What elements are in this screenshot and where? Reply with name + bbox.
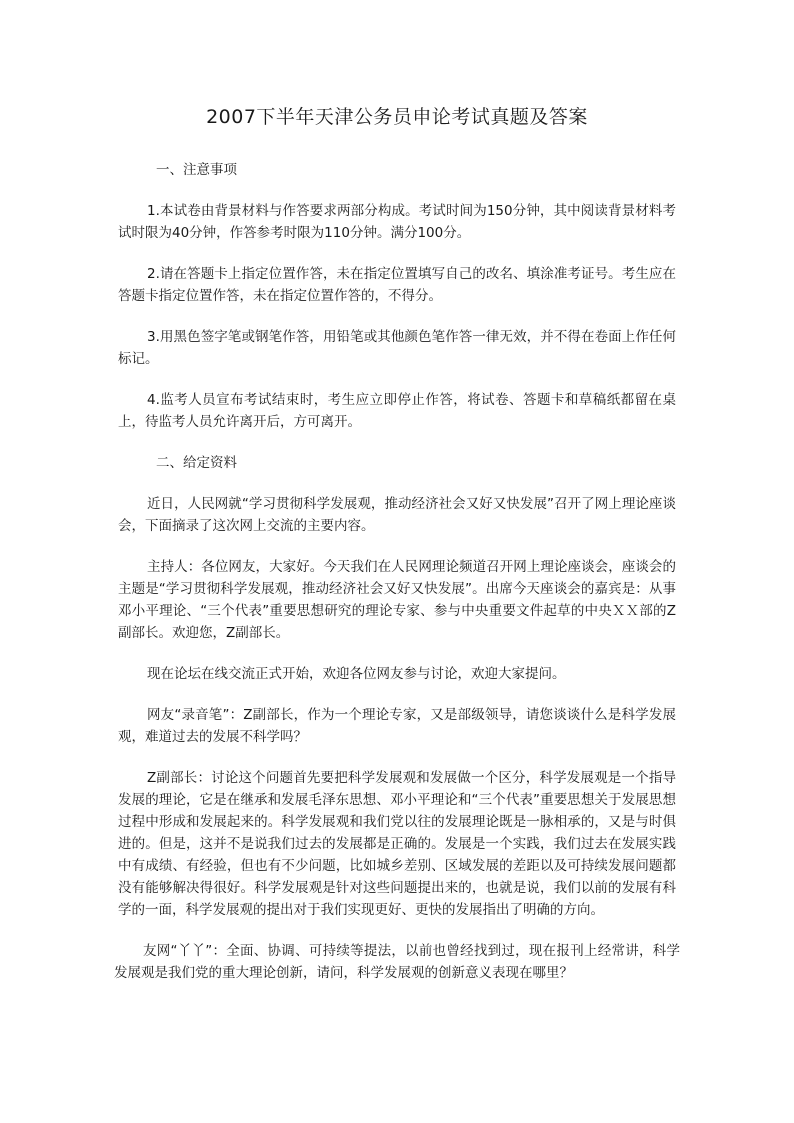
note-paragraph-3: 3.用黑色签字笔或钢笔作答，用铅笔或其他颜色笔作答一律无效，并不得在卷面上作任何标记。 <box>118 329 676 367</box>
material-paragraph-6: 友网“丫丫”：全面、协调、可持续等提法，以前也曾经找到过，现在报刊上经常讲，科学发展观是我们党的重大理论创新，请问，科学发展观的创新意义表现在哪里？ <box>114 943 680 981</box>
material-paragraph-3: 现在论坛在线交流正式开始，欢迎各位网友参与讨论，欢迎大家提问。 <box>147 666 566 682</box>
section-heading-materials: 二、给定资料 <box>156 455 237 471</box>
note-paragraph-4: 4.监考人员宣布考试结束时，考生应立即停止作答，将试卷、答题卡和草稿纸都留在桌上，待监考人员允许离开后，方可离开。 <box>118 392 676 430</box>
material-paragraph-2: 主持人：各位网友，大家好。今天我们在人民网理论频道召开网上理论座谈会，座谈会的主题是“学习贯彻科学发展观，推动经济社会又好又快发展”。出席今天座谈会的嘉宾是：从事邓小平理论、“三个代表”重要思想研究的理论专家、参与中央重要文件起草的中央ＸＸ部的Z副部长。欢迎您，Z副部长。 <box>118 559 676 641</box>
material-paragraph-4: 网友“录音笔”：Z副部长，作为一个理论专家，又是部级领导，请您谈谈什么是科学发展观，难道过去的发展不科学吗？ <box>118 707 676 745</box>
document-title: 2007下半年天津公务员申论考试真题及答案 <box>206 106 588 128</box>
note-paragraph-2: 2.请在答题卡上指定位置作答，未在指定位置填写自己的改名、填涂准考证号。考生应在答题卡指定位置作答，未在指定位置作答的，不得分。 <box>118 266 676 304</box>
note-paragraph-1: 1.本试卷由背景材料与作答要求两部分构成。考试时间为150分钟，其中阅读背景材料考试时限为40分钟，作答参考时限为110分钟。满分100分。 <box>118 203 676 241</box>
material-paragraph-1: 近日，人民网就“学习贯彻科学发展观，推动经济社会又好又快发展”召开了网上理论座谈会，下面摘录了这次网上交流的主要内容。 <box>118 496 676 534</box>
material-paragraph-5: Z副部长：讨论这个问题首先要把科学发展观和发展做一个区分，科学发展观是一个指导发展的理论，它是在继承和发展毛泽东思想、邓小平理论和“三个代表”重要思想关于发展思想过程中形成和发展起来的。科学发展观和我们党以往的发展理论既是一脉相承的，又是与时俱进的。但是，这并不是说我们过去的发展都是正确的。发展是一个实践，我们过去在发展实践中有成绩、有经验，但也有不少问题，比如城乡差别、区域发展的差距以及可持续发展问题都没有能够解决得很好。科学发展观是针对这些问题提出来的，也就是说，我们以前的发展有科学的一面，科学发展观的提出对于我们实现更好、更快的发展指出了明确的方向。 <box>118 770 676 918</box>
section-heading-notes: 一、注意事项 <box>156 162 237 178</box>
